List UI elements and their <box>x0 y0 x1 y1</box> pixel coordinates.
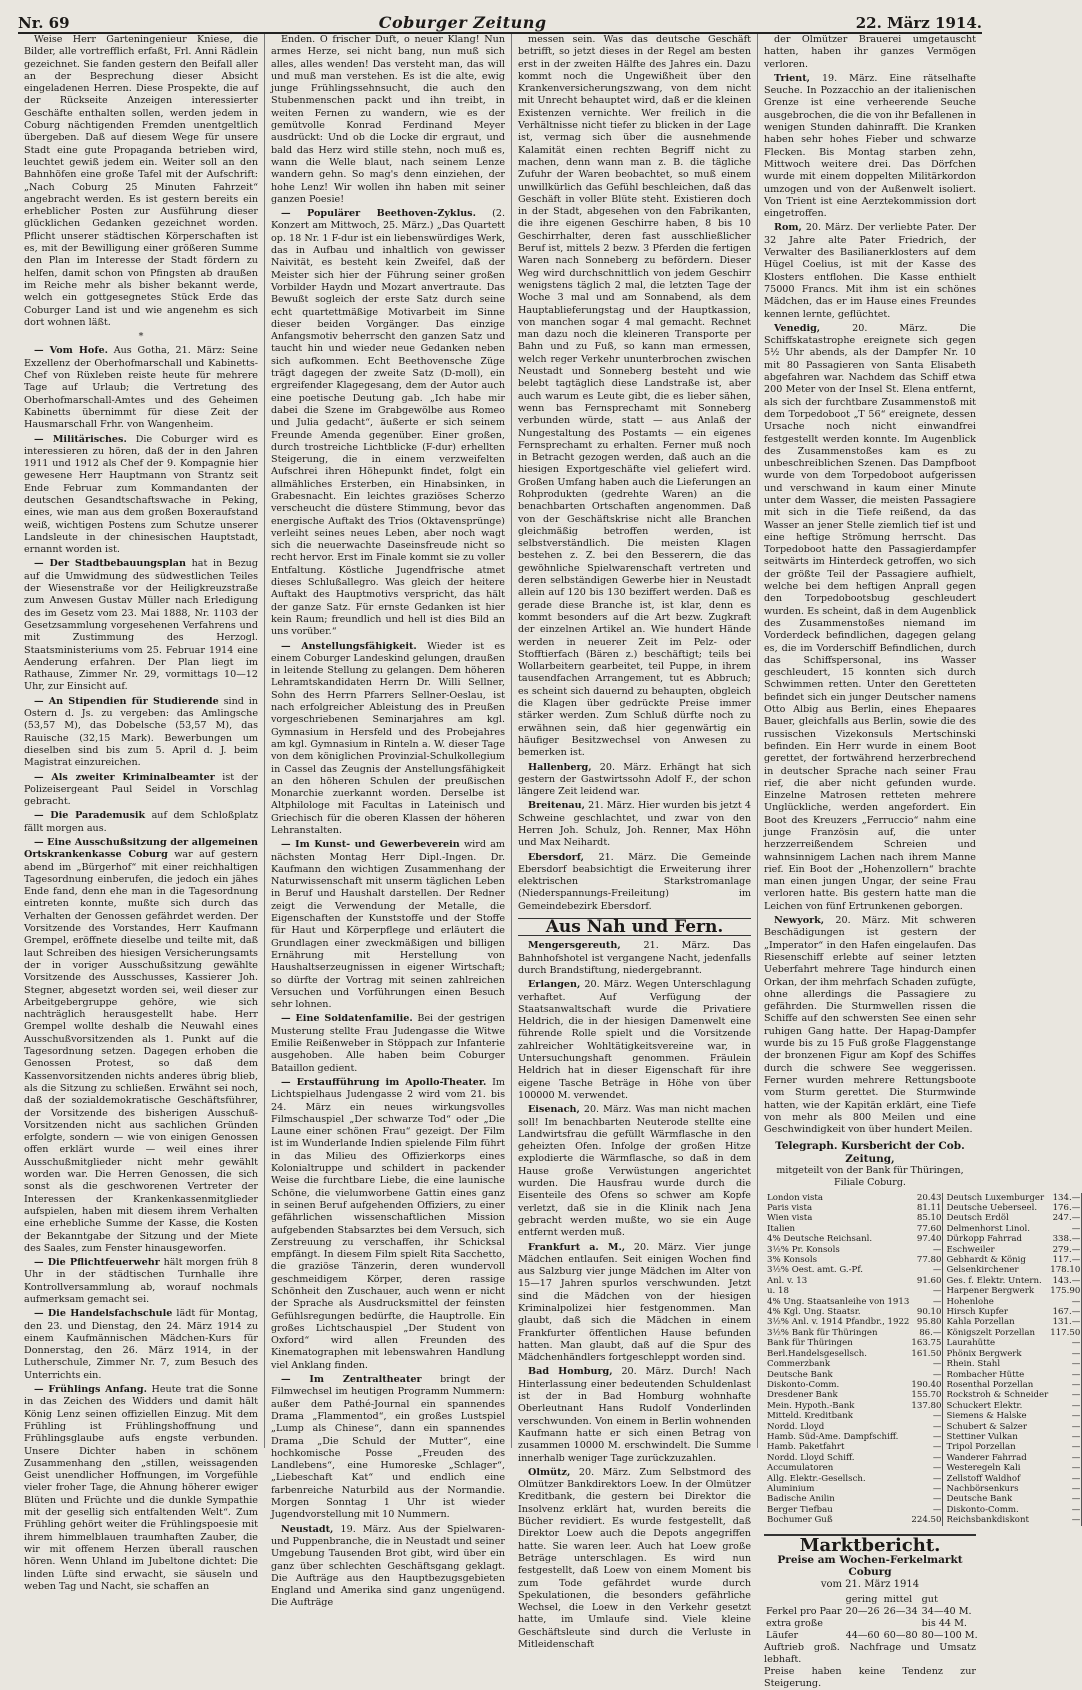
article-text: (2. Konzert am Mittwoch, 25. März.) „Das Quartett op. 18 Nr. 1 F-dur ist ein liebenswürdiges Werk, das in Aufbau und inhaltlich von gewisser Naivität, es besteht kein Zweifel, daß der Meister sich hier der Führung seiner großen Vorbilder Haydn und Mozart anvertraute. Das Bewußt sogleich der erste Satz durch seine echt quartettmäßige Motivarbeit im Sinne dieser beiden Vorgänger. Das einzige Anfangsmotiv beherrscht den ganzen Satz und taucht hin und wieder neue Gedanken neben sich aufkommen. Echt Beethovensche Züge trägt dagegen der zweite Satz (D-moll), ein ergreifender Klagegesang, dem der Autor auch eine poetische Deutung gab. „Ich habe mir dabei die Szene im Grabgewölbe aus Romeo und Julia gedacht“, äußerte er sich seinem Freunde Amenda gegenüber. Einer großen, durch trostreiche Lichtblicke (F-dur) erhellten Steigerung, die in einem verzweifelten Aufschrei ihren Höhepunkt findet, folgt ein allmähliches Ersterben, ein Hinabsinken, in Grabesnacht. Ein leichtes graziöses Scherzo verscheucht die düstere Stimmung, bevor das energische Auftakt des Trios (Oktavensprünge) verleiht seines neues Leben, aber noch wagt sich die neuerwachte Daseinsfreude nicht so recht hervor. Erst im Finale kommt sie zu voller Entfaltung. Köstliche Jugendfrische atmet dieses Schlußallegro. Was gleich der heitere Auftakt des Hauptmotivs verspricht, das hält der ganze Satz. Für ernste Gedanken ist hier kein Raum; freundlich und hell ist dies Bild an uns vorüber.“ <box>271 208 505 638</box>
article-text: der Olmützer Brauerei umgetauscht hatten, haben ihr ganzes Vermögen verloren. <box>764 34 976 70</box>
kurs-name: 4% Deutsche Reichsanl. <box>767 1234 873 1245</box>
article-text: lädt für Montag, den 23. und Dienstag, den 24. März 1914 zu einem Kaufmännischen Mädchen-Kurs für Donnerstag, den 26. März 1914, in der Lutherschule, Zimmer Nr. 7, zum Besuch des Unterrichts ein. <box>24 1308 258 1381</box>
kurs-value: 161.50 <box>911 1348 942 1359</box>
article <box>24 810 258 835</box>
kurs-name: Stettiner Vulkan <box>946 1431 1018 1442</box>
kurs-value: — <box>1049 1453 1082 1463</box>
column-3 <box>512 34 758 1650</box>
kurs-value: — <box>1049 1463 1082 1473</box>
article-text: 21. März. Das Bahnhofshotel ist vergangene Nacht, jedenfalls durch Brandstiftung, niedergebrannt. <box>518 940 751 976</box>
article <box>764 222 976 320</box>
kurs-row <box>764 1203 1082 1213</box>
kurs-value: — <box>910 1297 943 1307</box>
article-text: 20. März. Vier junge Mädchen entlaufen. Seit einigen Wochen find aus Salzburg vier junge Mädchen im Alter von 15—17 Jahren spurlos verschwunden. Jetzt sind die Mädchen von der hiesigen Kriminalpolizei hier festgenommen. Man glaubt, daß sich die Mädchen in einem Frankfurter öffentlichen Hause befunden hatten. Man glaubt, daß auf die Spur des Mädchenhändlers fortgeschleppt worden sind. <box>518 1241 751 1364</box>
marktbericht-title: Marktbericht. <box>764 1534 976 1552</box>
article-heading: Breitenau, <box>528 800 585 812</box>
kurs-row <box>764 1442 1082 1452</box>
price-cell <box>844 1618 882 1630</box>
price-row <box>764 1606 980 1618</box>
kurs-name: Accumulatoren <box>767 1463 834 1474</box>
column-4 <box>758 34 1081 1689</box>
kurs-name: Badische Anilin <box>767 1494 835 1505</box>
kurs-value: 117.50 <box>1050 1327 1081 1338</box>
kurs-value: 190.40 <box>911 1379 942 1390</box>
price-cell: 20—26 <box>845 1605 880 1617</box>
article <box>518 762 751 799</box>
column-1 <box>18 34 265 1592</box>
kurs-row <box>764 1255 1082 1265</box>
article-text: messen sein. Was das deutsche Geschäft betrifft, so jetzt dieses in der Regel am besten erst in der zweiten Hälfte des Jahres ein. Dazu kommt noch die Ungewißheit über den Krankenversicherungszwang, von dem nicht mit Unrecht behauptet wird, daß er die kleinen Existenzen vernichte. Wer freilich in die Verhältnisse nicht tiefer zu blicken in der Lage ist, vermag sich über die ausnehmende Kalamität einen rechten Begriff nicht zu machen, denn wann man z. B. die tägliche Zufuhr der Waren beobachtet, so muß einem unwillkürlich das Gefühl beschleichen, daß das Geschäft in voller Blüte steht. Existieren doch in der Stadt, abgesehen von den Fabrikanten, die ihre eigenen Geschirre haben, 8 bis 10 Geschirrhalter, deren fast ausschließlicher Beruf ist, mittels 2 bezw. 3 Pferden die fertigen Waren nach Sonneberg zu befördern. Dieser Weg wird durchschnittlich von jedem Geschirr wenigstens täglich 2 mal, die letzten Tage der Woche 3 mal und am Sonnabend, als dem Hauptablieferungstag und der Hauptkassion, von manchen sogar 4 mal gemacht. Rechnet man dazu noch die kleineren Transporte per Bahn und zu Fuß, so kann man ermessen, welch reger Verkehr ununterbrochen zwischen Neustadt und Sonneberg besteht und wie belebt tagtäglich diese Landstraße ist, aber auch warum es Leute gibt, die es lieber sähen, wenn bas Fernsprechamt mit Sonneberg verbunden würde, statt — aus Anlaß der Nungestaltung des Postamts — ein eigenes Fernsprechamt zu erhalten. Ferner muß noch in Betracht gezogen werden, daß auch an die hiesigen Exportgeschäfte viel geliefert wird. Großen Umfang haben auch die Lieferungen an Rohprodukten (gedrehte Waren) an die benachbarten Ortschaften angenommen. Daß von der Geschäftskrise nicht alle Branchen gleichmäßig betroffen werden, ist selbstverständlich. Die meisten Klagen bestehen z. Z. bei den Besserern, die das gewöhnliche Spielwarenschaft vertreten und deren selbständigen Gewerbe hier in Neustadt allein auf 120 bis 130 beziffert werden. Daß es gerade diese Branche ist, ist klar, denn es kommt besonders auf die Art bezw. Zugkraft der einzelnen Artikel an. Wie hundert Hände werden in neuerer Zeit im Pelz- oder Stofftierfach (Bären z.) beschäftigt; teils bei Wollarbeitern gearbeitet, teil Puppe, in ihrem tausendfachen Arrangement, tut es Abbruch; es scheint sich dauernd zu behaupten, obgleich die Klagen über gedrückte Preise immer stärker werden. Zum Schluß dürfte noch zu erwähnen sein, daß hier gegenwärtig ein häufiger Besitzwechsel von Anwesen zu bemerken ist. <box>518 34 751 759</box>
article-text: 20. März. Zum Selbstmord des Olmützer Bankdirektors Loew. In der Olmützer Kreditbank, die gestern bei Direktor die Insolvenz erklärt hat, wurden bereits die Bücher revidiert. Es wurde festgestellt, daß Direktor Loew auch die Depots angegriffen hatte. Sie waren leer. Auch hat Loew große Beträge unterschlagen. Es wird nun festgestellt, daß Loew von einem Moment bis zum Tode gefährdet wurde durch Spekulationen, die besonders gefährliche Wechsel, die Loew in den Verkehr gesetzt hatte, im Umlaufe sind. Viele kleine Geschäftsleute sind durch die Verluste in Mitleidenschaft <box>518 1466 751 1650</box>
kurs-row <box>764 1484 1082 1494</box>
kurs-name: Mitteld. Kreditbank <box>767 1411 853 1422</box>
kurs-row <box>764 1359 1082 1369</box>
kurs-row <box>764 1276 1082 1286</box>
kurs-name: Königszelt Porzellan <box>946 1327 1036 1338</box>
article-text: wird am nächsten Montag Herr Dipl.-Ingen. Dr. Kaufmann den wichtigen Zusammenhang der Naturwissenschaft mit unserm täglichen Leben in Beruf und Haushalt darstellen. Der Redner zeigt die Verwendung der Metalle, die Eigenschaften der Kunststoffe und der Stoffe für Haut und Körperpflege und erläutert die Grundlagen einer zweckmäßigen und billigen Ernährung mit Herstellung von Haushaltserzeugnissen in eigener Wirtschaft; so dürfte der Vortrag mit seinen zahlreichen Versuchen und Vorführungen einen Besuch sehr lohnen. <box>271 839 505 1011</box>
article-heading: Olmütz, <box>528 1466 571 1478</box>
kurs-name: Hamb. Süd-Ame. Dampfschiff. <box>767 1431 899 1442</box>
kurs-value: — <box>910 1422 943 1432</box>
kurs-value: — <box>910 1453 943 1463</box>
kurs-value: 137.80 <box>911 1400 942 1411</box>
kurs-row <box>764 1245 1082 1255</box>
kurs-row <box>764 1505 1082 1515</box>
kurs-value: — <box>1049 1338 1082 1348</box>
article-text: ist der Polizeisergeant Paul Seidel in Vorschlag gebracht. <box>24 771 258 808</box>
price-cell: 44—60 <box>845 1629 880 1641</box>
kurs-name: Schubert & Salzer <box>946 1421 1027 1432</box>
kursbericht-branch: Filiale Coburg. <box>834 1177 906 1189</box>
kurs-value: 95.80 <box>910 1317 943 1327</box>
kurs-name: 3½% Bank für Thüringen <box>767 1327 878 1338</box>
price-cell: 80—100 M. <box>921 1629 978 1641</box>
kurs-row <box>764 1390 1082 1400</box>
article-text: hält morgen früh 8 Uhr in der städtischen Turnhalle ihre Kontrollversammlung ab, worauf nochmals aufmerksam gemacht sei. <box>24 1257 258 1305</box>
article-text: 19. März. Aus der Spielwaren- und Puppenbranche, die in Neustadt und seiner Umgebung Tausenden Brot gibt, wird über ein ganz über schlechten Geschäftsgang geklagt. Die Aufträge aus den Hauptbezugsgebieten England und Amerika sind ganz ungenügend. Die Aufträge <box>271 1523 505 1609</box>
kurs-name: Nordd. Lloyd <box>767 1421 825 1432</box>
kurs-row <box>764 1432 1082 1442</box>
kurs-value: — <box>910 1432 943 1442</box>
kurs-value: 90.10 <box>910 1307 943 1317</box>
kurs-value: 338.— <box>1049 1234 1082 1244</box>
article-heading: — Im Kunst- und Gewerbeverein <box>281 839 460 851</box>
kurs-row <box>764 1401 1082 1411</box>
article-text: 20. März. Wegen Unterschlagung verhaftet. Auf Verfügung der Staatsanwaltschaft wurde die Privatiere Heldrich, die in der hiesigen Damenwelt eine führende Rolle spielt und die Vorsitzende zahlreicher Wohltätigkeitsvereine war, in Untersuchungshaft genommen. Fräulein Heldrich hat in dieser Eigenschaft für ihre eigene Tasche Beträge in Höhe von über 100000 M. verwendet. <box>518 979 751 1101</box>
price-table-body <box>764 1606 980 1642</box>
article-text: Die Coburger wird es interessieren zu hören, daß der in den Jahren 1911 und 1912 als Chef der 9. Kompagnie hier gewesene Herr Hauptmann von Strantz seit Ende Februar zum Kommandanten der deutschen Gesandtschaftswache in Peking, eines, wie man aus dem großen Boxeraufstand weiß, wichtigen Postens zum Schutze unserer Landsleute in der chinesischen Hauptstadt, ernannt worden ist. <box>24 433 258 556</box>
article-heading: Eisenach, <box>528 1104 580 1116</box>
article <box>518 1242 751 1365</box>
article-text: Wieder ist es einem Coburger Landeskind gelungen, draußen in leitende Stellung zu gelangen. Dem höheren Lehramtskandidaten Herrn Dr. Willi Sellner, Sohn des Herrn Pfarrers Sellner-Oeslau, ist nach erfolgreicher Ableistung des in Preußen vorgeschriebenen Seminarjahres am kgl. Gymnasium in Hersfeld und des Probejahres am kgl. Gymnasium in Rinteln a. W. dieser Tage von dem königlichen Provinzial-Schulkollegium in Cassel das Zeugnis der Anstellungsfähigkeit an den höheren Schulen der preußischen Monarchie zuerkannt worden. Derselbe ist Altphilologe mit Facultas in Lateinisch und Griechisch für die oberen Klassen der höheren Lehranstalten. <box>271 640 505 836</box>
price-header-cell: mittel <box>883 1593 913 1605</box>
article-heading: Venedig, <box>774 322 821 334</box>
kurs-value: 247.— <box>1049 1213 1082 1223</box>
kurs-value: 20.43 <box>910 1193 943 1203</box>
kurs-name: Rockstroh & Schneider <box>946 1390 1049 1401</box>
article-text: 20. März. Der verliebte Pater. Der 32 Jahre alte Pater Friedrich, der Verwalter des Basilianerklosters auf dem Hügel Coelius, ist mit der Kasse des Klosters entflohen. Die Kasse enthielt 75000 Francs. Mit ihm ist ein schönes Mädchen, das er im Hause eines Freundes kennen lernte, geflüchtet. <box>764 222 976 320</box>
article <box>24 345 258 431</box>
kurs-name: Nordd. Lloyd Schiff. <box>767 1452 855 1463</box>
kurs-value: — <box>1049 1390 1082 1400</box>
article-heading: Trient, <box>774 72 810 84</box>
kurs-value: — <box>910 1265 943 1275</box>
kurs-value: 91.60 <box>910 1276 943 1286</box>
price-cell: 60—80 <box>883 1629 918 1641</box>
kurs-name: Reichsbankdiskont <box>946 1515 1029 1526</box>
kurs-row <box>764 1515 1082 1525</box>
article-heading: Ebersdorf, <box>528 851 584 863</box>
kurs-table <box>764 1193 1082 1526</box>
kurs-name: Deutsch Erdöl <box>946 1213 1009 1224</box>
article <box>764 323 976 913</box>
price-row <box>764 1630 980 1642</box>
article <box>24 434 258 557</box>
price-label: extra große <box>766 1617 823 1629</box>
kurs-value: 163.75 <box>911 1338 942 1349</box>
article <box>518 1366 751 1464</box>
article <box>518 852 751 913</box>
kurs-name: 3% Konsols <box>767 1255 818 1266</box>
kurs-row <box>764 1370 1082 1380</box>
article-text: 20. März. Was man nicht machen soll! Im benachbarten Neuterode stellte eine Landwirtsfrau die gefüllt Wärmflasche in den geheizten Ofen. Infolge der großen Hitze explodierte die Wärmflasche, so daß in dem Hause große Verwüstungen angerichtet wurden. Die Hausfrau wurde durch die Eisenteile des Ofens so schwer am Kopfe verletzt, daß sie in die Klinik nach Jena gebracht werden mußte, wo sie ein Auge entfernt werden muß. <box>518 1104 751 1239</box>
kurs-value: 81.11 <box>910 1203 943 1213</box>
kurs-name: Aluminium <box>767 1483 815 1494</box>
article-heading: Frankfurt a. M., <box>528 1241 626 1253</box>
article-heading: — Der Stadtbebauungsplan <box>34 558 186 570</box>
kurs-value: — <box>1049 1494 1082 1504</box>
article-text: hat in Bezug auf die Umwidmung des südwestlichen Teiles der Wiesenstraße vor der Heiligkreuzstraße zum Anwesen Gustav Müller nach Erledigung des im Gesetz vom 23. Mai 1888, Nr. 1103 der Gesetzsammlung vorgesehenen Verfahrens und mit Zustimmung des Herzogl. Staatsministeriums vom 25. Februar 1914 eine Aenderung erfahren. Der Plan liegt im Rathause, Zimmer Nr. 29, vormittags 10—12 Uhr, zur Einsicht auf. <box>24 558 258 693</box>
newspaper-title: Coburger Zeitung <box>378 13 547 32</box>
kurs-name: 4% Kgl. Ung. Staatsr. <box>767 1307 861 1318</box>
article <box>518 979 751 1102</box>
kurs-name: Siemens & Halske <box>946 1411 1027 1422</box>
kurs-value: 178.10 <box>1050 1265 1081 1276</box>
kurs-value: — <box>910 1484 943 1494</box>
article <box>271 839 505 1011</box>
kurs-value: — <box>1049 1224 1082 1234</box>
kurs-row <box>764 1234 1082 1244</box>
article-heading: — Erstaufführung im Apollo-Theater. <box>281 1076 487 1088</box>
article-text: Bei der gestrigen Musterung stellte Frau Judengasse die Witwe Emilie Reißenweber in Stöppach zur Infanterie ausgehoben. Alle haben beim Coburger Bataillon gedient. <box>271 1013 505 1074</box>
kurs-name: Deutsche Bank <box>946 1494 1013 1505</box>
article-heading: — Im Zentraltheater <box>281 1374 422 1386</box>
kurs-row <box>764 1422 1082 1432</box>
kurs-name: Hirsch Kupfer <box>946 1307 1008 1318</box>
article-heading: Rom, <box>774 222 802 234</box>
kurs-value: 224.50 <box>911 1515 942 1526</box>
kurs-name: Dresdener Bank <box>767 1390 838 1401</box>
article-heading: Mengersgereuth, <box>528 940 621 952</box>
kurs-row <box>764 1224 1082 1234</box>
market-note: Auftrieb groß. Nachfrage und Umsatz lebhaft. <box>764 1641 976 1665</box>
marktbericht-subtitle: Preise am Wochen-Ferkelmarkt Coburg <box>777 1553 963 1579</box>
kurs-value: — <box>1049 1442 1082 1452</box>
article-text: Weise Herr Garteningenieur Kniese, die Bilder, alle vortrefflich erfaßt, Frl. Anni Rädlein gezeichnet. Sie fanden gestern den Beifall aller an der Besprechung dieser Absicht eingeladenen Herren. Diese Prospekte, die auf der Rückseite Anzeigen interessierter Geschäfte enthalten sollen, werden jedem in Coburg nächtigenden Fremden unentgeltlich übergeben. Daß auf diesem Wege für unsere Stadt eine gute Propaganda betrieben wird, leuchtet gewiß jedem ein. Weiter soll an den Bahnhöfen eine große Tafel mit der Aufschrift: „Nach Coburg 25 Minuten Fahrzeit“ angebracht werden. Es ist gestern bereits ein erheblicher Posten zur Ausführung dieser glücklichen Gedanken gezeichnet worden. Pflicht unserer städtischen Körperschaften ist es, mit der Bewilligung einer größeren Summe den Plan im Interesse der Stadt fördern zu helfen, damit schon von Pfingsten ab draußen im Reiche mehr als bisher bekannt werde, welch ein gottgesegnetes Stück Erde das Coburger Land ist und wie angenehm es sich dort wohnen läßt. <box>24 34 258 328</box>
kurs-row <box>764 1307 1082 1317</box>
price-cell: 26—34 <box>883 1605 918 1617</box>
kurs-name: Paris vista <box>767 1203 813 1214</box>
kurs-name: Zellstoff Waldhof <box>946 1473 1021 1484</box>
kurs-value: 77.80 <box>910 1255 943 1265</box>
kurs-row <box>764 1411 1082 1421</box>
price-row <box>764 1618 980 1630</box>
kurs-value: 155.70 <box>911 1390 942 1401</box>
kurs-name: Berl.Handelsgesellsch. <box>767 1348 867 1359</box>
article <box>518 1467 751 1651</box>
price-header-cell: gut <box>921 1593 938 1605</box>
article-heading: Bad Homburg, <box>528 1366 613 1378</box>
kurs-name: Westeregeln Kali <box>946 1463 1021 1474</box>
article-text: Heute trat die Sonne in das Zeichen des Widders und damit hält König Lenz seinen offiziellen Einzug. Mit dem Frühling ist Frühlingshoffnung und Frühlingsglaube aufs engste verbunden. Unsere Dichter haben in schönem Zusammenhang den „stillen, weissagenden Geist unendlicher Hoffnungen, im Vorgefühle vieler froher Tage, die Ahnung höherer ewiger Blüten und Früchte und die dunkle Sympathie mit der gesellig sich entfaltenden Welt“. Zum Frühling gehört weiter die Frühlingspoesie mit ihrem himmelblauen traumhaften Zauber, die wir mit offenem Herzen überall rauschen hören. Wenn Uhland im Jubeltone dichtet: Die linden Lüfte sind erwacht, sie säuseln und weben Tag und Nacht, sie schaffen an <box>24 1384 258 1592</box>
article <box>24 1384 258 1593</box>
article-heading: Erlangen, <box>528 979 581 991</box>
kurs-value: — <box>1049 1474 1082 1484</box>
price-label: Läufer <box>766 1629 799 1641</box>
kurs-row <box>764 1213 1082 1223</box>
article-heading: — Anstellungsfähigkeit. <box>281 640 417 652</box>
kurs-row <box>764 1474 1082 1484</box>
article-heading: Newyork, <box>774 915 825 927</box>
kurs-name: Rosenthal Porzellan <box>946 1379 1034 1390</box>
kurs-name: Hohenlohe <box>946 1296 994 1307</box>
article-text: 21. März. Hier wurden bis jetzt 4 Schweine geschlachtet, und zwar von den Herren Joh. Schulz, Joh. Renner, Max Höhn und Max Neihardt. <box>518 800 751 849</box>
kurs-name: Deutsche Bank <box>767 1369 833 1380</box>
article <box>271 1524 505 1610</box>
kurs-value: — <box>1049 1370 1082 1380</box>
kurs-row <box>764 1317 1082 1327</box>
kurs-value: — <box>910 1442 943 1452</box>
article <box>271 208 505 638</box>
article-text: sind in Ostern d. Js. zu vergeben: das Amlingsche (53,57 M), das Dobelsche (53,57 M), das Rauische (32,15 Mark). Bewerbungen um dieselben sind bis zum 5. April d. J. beim Magistrat einzureichen. <box>24 695 258 769</box>
kurs-value: 176.— <box>1049 1203 1082 1213</box>
article-heading: — Frühlings Anfang. <box>34 1384 147 1396</box>
article <box>271 641 505 838</box>
kurs-name: Wien vista <box>767 1213 813 1224</box>
kurs-value: — <box>910 1494 943 1504</box>
issue-date: 22. März 1914. <box>855 14 982 32</box>
article-text: bringt der Filmwechsel im heutigen Programm Nummern: außer dem Pathé-Journal ein spannendes Drama „Flammentod“, ein großes Lustspiel „Lump als Chinese“, dann ein spannendes Drama „Die Schuld der Mutter“, eine hochkomische Posse „Freuden des Landlebens“, eine Humoreske „Schlager“, „Liebeschaft Kat“ und endlich eine farbenreiche Naturbild aus der Normandie. Morgen Sonntag 1 Uhr ist wieder Jugendvorstellung mit 10 Nummern. <box>271 1374 505 1521</box>
kurs-row <box>764 1328 1082 1338</box>
article-text: 21. März. Die Gemeinde Ebersdorf beabsichtigt die Erweiterung ihrer elektrischen Starkstromanlage (Niederspannungs-Freileitung) im Gemeindebezirk Ebersdorf. <box>518 851 751 912</box>
article-heading: — Militärisches. <box>34 433 127 445</box>
kurs-name: Mein. Hypoth.-Bank <box>767 1400 855 1411</box>
kurs-name: Diskonto-Comm. <box>767 1379 840 1390</box>
kurs-value: — <box>1049 1505 1082 1515</box>
article-text: 20. März. Durch! Nach Hinterlassung einer bedeutenden Schuldenlast ist der in Bad Homburg wohnhafte Oberleutnant Hans Rudolf Vonderlinden verschwunden. Von einem in Berlin wohnenden Kaufmann hatte er sich einen Betrag von zusammen 10000 M. erschwindelt. Die Summe innerhalb weniger Tage zurückzuzahlen. <box>518 1366 751 1464</box>
kurs-name: Harpener Bergwerk <box>946 1286 1035 1297</box>
kurs-value: 279.— <box>1049 1245 1082 1255</box>
kurs-value: — <box>910 1245 943 1255</box>
kurs-value: — <box>1049 1515 1082 1525</box>
kurs-name: 4% Ung. Staatsanleihe von 1913 <box>767 1296 910 1307</box>
kurs-value: — <box>1049 1401 1082 1411</box>
kurs-name: Rombacher Hütte <box>946 1369 1025 1380</box>
kurs-value: 86.— <box>910 1328 943 1338</box>
kurs-name: 3½% Anl. v. 1914 Pfandbr., 1922 <box>767 1317 910 1328</box>
kurs-value: 97.40 <box>910 1234 943 1244</box>
kurs-name: Allg. Elektr.-Gesellsch. <box>767 1473 866 1484</box>
separator-star: * <box>138 331 144 343</box>
article <box>24 696 258 770</box>
kurs-row <box>764 1494 1082 1504</box>
price-table <box>764 1594 980 1642</box>
price-header-cell: gering <box>845 1593 878 1605</box>
article-text: 20. März. Mit schweren Beschädigungen ist gestern der „Imperator“ in den Hafen eingelaufen. Das Riesenschiff erlebte auf seiner letzten Ueberfahrt mehrere Tage hindurch einen Orkan, der ihm mehrfach Schaden zufügte, ohne allerdings die Passagiere zu gefährden. Die Sturmwellen rissen die Schiffe auf den schwersten See einen sehr ruhigen Gang hatte. Der Hapag-Dampfer wurde bis zu 15 Fuß große Flaggenstange der bronzenen Figur am Kopf des Schiffes durch die schwere See weggerissen. Ferner wurden mehrere Rettungsboote vom Sturm gerettet. Die Sturmwinde hatten, wie der Kapitän erklärt, eine Tiefe von mehr als 800 Meilen und eine Geschwindigkeit von über hundert Meilen. <box>764 915 976 1136</box>
price-header-label <box>764 1594 844 1606</box>
kurs-name: 3½% Pr. Konsols <box>767 1244 840 1255</box>
kurs-name: 3½% Oest. amt. G.-Pf. <box>767 1265 863 1276</box>
price-header-row <box>764 1594 980 1606</box>
article-heading: — Die Handelsfachschule <box>34 1308 173 1320</box>
masthead <box>18 6 982 34</box>
kurs-value: 85.10 <box>910 1213 943 1223</box>
kurs-name: Gelsenkirchener <box>946 1265 1019 1276</box>
article-text: war auf gestern abend im „Bürgerhof“ mit einer reichhaltigen Tagesordnung einberufen, die jedoch ein jähes Ende fand, denn ehe man in die Tagesordnung eintreten konnte, mußte sich durch das Verhalten der Genossen gefährdet werden. Der Vorsitzende des Vorstandes, Herr Kaufmann Grempel, eröffnete dieselbe und teilte mit, daß laut Schreiben des hiesigen Versicherungsamts der in voriger Ausschußsitzung gewählte Vorsitzende des Ausschusses, Kassierer Joh. Stegner, abgesetzt worden sei, weil dieser zur Arbeitgebergruppe gehöre, wie sich nachträglich herausgestellt habe. Herr Grempel wollte deshalb die Neuwahl eines Ausschußvorsitzenden als 1. Punkt auf die Tagesordnung setzen. Dagegen erhoben die Genossen Protest, so daß dem Kassenvorsitzenden nichts anderes übrig blieb, als die Sitzung zu schließen. Erwähnt sei noch, daß der sozialdemokratische Geschäftsführer, der Vorsitzende des bisherigen Ausschuß-Vorsitzenden nicht aus sachlichen Gründen erfolgte, sondern — wie von einigen Genossen offen erklärt wurde — weil eines ihrer Ausschußmitglieder nicht mehr gewählt worden war. Die Herren Genossen, die sich sonst als die geschworenen Vertreter der Interessen der Krankenkassenmitglieder aufspielen, haben mit diesem ihrem Verhalten eine erhebliche Summe der Kasse, die Kosten der Bekanntgabe der Sitzung und der Miete des Saales, zum Fenster hinausgeworfen. <box>24 849 258 1254</box>
price-cell: bis 44 M. <box>921 1617 967 1629</box>
article-text: Enden. O frischer Duft, o neuer Klang! Nun armes Herze, sei nicht bang, nun muß sich alles, alles wenden! Das versteht man, das will und muß man verstehen. Es ist die alte, ewig junge Frühlingssehnsucht, die auch den Stubenmenschen packt und ihn treibt, in weiten Fernen zu wandern, wie es der gemütvolle Konrad Ferdinand Meyer ausdrückt: Und ob die Locke dir ergraut, und bald das Herz wird stille stehn, noch muß es, wann die Welle blaut, nach seinem Lenze wandern gehn. So mag's denn einziehen, der hohe Lenz! Wir wollen ihn haben mit seiner ganzen Poesie! <box>271 34 505 205</box>
kurs-value: 77.60 <box>910 1224 943 1234</box>
article-heading: — Vom Hofe. <box>34 345 108 357</box>
kurs-name: Anl. v. 13 <box>767 1275 808 1286</box>
kurs-value: — <box>910 1463 943 1473</box>
kurs-value: — <box>1049 1411 1082 1421</box>
article-text: 20. März. Die Schiffskatastrophe ereignete sich gegen 5½ Uhr abends, als der Dampfer Nr. 10 mit 80 Passagieren von Santa Elisabeth abgefahren war. Nachdem das Schiff etwa 200 Meter von der Insel St. Elena entfernt, als sich der furchtbare Zusammenstoß mit dem Torpedoboot „T 56“ ereignete, dessen Ursache noch nicht einwandfrei festgestellt werden konnte. Im Augenblick des Zusammenstoßes kam es zu unbeschreiblichen Szenen. Das Dampfboot wurde von dem Torpedoboot aufgerissen und verschwand in kaum einer Minute unter dem Wasser, die meisten Passagiere mit sich in die Tiefe reißend, da das Wasser an jener Stelle ziemlich tief ist und eine heftige Strömung herrscht. Das Torpedoboot hatte den Passagierdampfer seitwärts im Hinterdeck getroffen, wo sich der größte Teil der Passagiere aufhielt, welche bei dem heftigen Anprall gegen den Torpedobootsbug geschleudert wurden. Es scheint, daß in dem Augenblick des Zusammenstoßes niemand im Vorderdeck befindlichen, dagegen gelang es, die im Vorderschiff Befindlichen, durch das Schiffspersonal, ins Wasser geschleudert, 15 konnten sich durch Schwimmen retten. Unter den Geretteten befindet sich ein junger Deutscher namens Otto Albig aus Berlin, eines Ehepaares Bauer, gleichfalls aus Berlin, sowie die des russischen Vizekonsuls Mertschinski befinden. Ein Herr wurde in einem Boot gerettet, der fortwährend herzerbrechend in deutscher Sprache nach seiner Frau rief, die aber nicht gefunden wurde. Einzelne Matrosen retteten mehrere Unglückliche, werden angefordert. Ein Boot des Kreuzers „Ferruccio“ nahm eine junge Französin auf, die unter herzzerreißendem Schreien und wahnsinnigem Lachen nach ihrem Manne rief. Ein Boot der „Hohenzollern“ brachte man einen jungen Ungar, der seine Frau verloren hatte. Bis gestern hatte man die Leichen von fünf Ertrunkenen geborgen. <box>764 322 976 912</box>
kurs-value: — <box>1049 1432 1082 1442</box>
kurs-row <box>764 1349 1082 1359</box>
kurs-name: Wanderer Fahrrad <box>946 1452 1027 1463</box>
article <box>271 1374 505 1522</box>
kurs-row <box>764 1297 1082 1307</box>
kurs-value: — <box>1049 1380 1082 1390</box>
kurs-name: Commerzbank <box>767 1359 831 1370</box>
article-text: 19. März. Eine rätselhafte Seuche. In Pozzacchio an der italienischen Grenze ist eine verheerende Seuche ausgebrochen, die die von ihr Befallenen in wenigen Stunden dahinrafft. Die Kranken haben sehr hohes Fieber und schwarze Flecken. Bis Montag starben zehn, Mittwoch weitere drei. Das Dörfchen wurde mit einem doppelten Militärkordon umzogen und von der Außenwelt isoliert. Von Trient ist eine Aerztekommission dort eingetroffen. <box>764 72 976 220</box>
kurs-name: Gebhardt & König <box>946 1255 1026 1266</box>
article <box>518 940 751 977</box>
issue-number: Nr. 69 <box>18 14 70 32</box>
kurs-name: Delmenhorst Linol. <box>946 1223 1031 1234</box>
kurs-row <box>764 1286 1082 1296</box>
column-2 <box>265 34 512 1609</box>
kurs-value: — <box>1049 1422 1082 1432</box>
price-cell: 34—40 M. <box>921 1605 972 1617</box>
article <box>764 73 976 221</box>
article-heading: Hallenberg, <box>528 761 592 773</box>
kurs-name: Dürkopp Fahrrad <box>946 1234 1023 1245</box>
kurs-row <box>764 1265 1082 1275</box>
kurs-value: — <box>1049 1484 1082 1494</box>
article <box>24 837 258 1255</box>
kurs-name: Italien <box>767 1223 796 1234</box>
kurs-value: 117.— <box>1049 1255 1082 1265</box>
article <box>24 558 258 693</box>
kurs-name: u. 18 <box>767 1286 789 1297</box>
kurs-table-body <box>764 1193 1082 1526</box>
kurs-value: 131.— <box>1049 1317 1082 1327</box>
kurs-name: Diskonto-Comm. <box>946 1504 1019 1515</box>
kurs-value: — <box>910 1411 943 1421</box>
kurs-name: Eschweiler <box>946 1244 995 1255</box>
article-heading: — An Stipendien für Studierende <box>34 695 219 707</box>
kurs-value: — <box>910 1286 943 1296</box>
kurs-row <box>764 1380 1082 1390</box>
kursbericht-subtitle: mitgeteilt von der Bank für Thüringen, <box>776 1165 964 1177</box>
price-label: Ferkel pro Paar <box>766 1605 842 1617</box>
kurs-name: Phönix Bergwerk <box>946 1348 1022 1359</box>
article <box>764 915 976 1136</box>
article-heading: — Als zweiter Kriminalbeamter <box>34 771 215 783</box>
article <box>271 1077 505 1372</box>
kurs-name: Hamb. Paketfahrt <box>767 1442 845 1453</box>
kurs-value: — <box>1049 1349 1082 1359</box>
kurs-name: Kahla Porzellan <box>946 1317 1015 1328</box>
kurs-name: Tripol Porzellan <box>946 1442 1016 1453</box>
price-cell <box>882 1618 920 1630</box>
article-text: Im Lichtspielhaus Judengasse 2 wird vom 21. bis 24. März ein neues wirkungsvolles Filmschauspiel „Der schwarze Tod“ oder „Die Laune einer schönen Frau“ gezeigt. Der Film ist im Wunderlande Indien spielende Film führt in das Milieu des Offizierkorps eines Kolonialtruppe und schildert in packender Weise die furchtbare Liebe, die eine launische Schöne, die vielumworbene Gattin eines ganz in seinen Beruf aufgehenden Offiziers, zu einer gefährlichen wissenschaftlichen Mission aufgebenden Stabsarztes bei dem Versuch, sich Zerstreuung zu verschaffen, ihr Schicksal empfängt. In diesem Film spielt Rita Sacchetto, die graziöse Tänzerin, deren wundervoll geschmeidigem Körper, deren rassige Schönheit den Zuschauer, auch wenn er nicht der Sprache als Ausdrucksmittel der feinsten Gefühlsregungen bedürfte, die Hauptrolle. Ein großes Lichtschauspiel „Der Student von Oxford“ wird allen Freunden des Kinematographen mit lebenswahren Handlung viel Anklang finden. <box>271 1076 505 1371</box>
kurs-name: Nachbörsenkurs <box>946 1483 1019 1494</box>
kurs-name: Schuckert Elektr. <box>946 1400 1023 1411</box>
kurs-name: Berger Tiefbau <box>767 1504 833 1515</box>
kurs-value: 175.90 <box>1050 1286 1081 1297</box>
article <box>518 800 751 849</box>
article-heading: — Eine Ausschußsitzung der allgemeinen Ortskrankenkasse Coburg <box>24 837 258 861</box>
market-note: Preise haben keine Tendenz zur Steigerung. <box>764 1665 976 1689</box>
kurs-row <box>764 1463 1082 1473</box>
kurs-value: — <box>910 1474 943 1484</box>
article <box>271 1013 505 1074</box>
kurs-value: — <box>910 1370 943 1380</box>
article-heading: — Die Parademusik <box>34 810 146 822</box>
article-text: Aus Gotha, 21. März: Seine Exzellenz der Oberhofmarschall und Kabinetts-Chef von Rüxleben reiste heute für mehrere Tage auf Urlaub; die Vertretung des Oberhofmarschall-Amtes und des Geheimen Kabinetts übernimmt für diese Zeit der Hausmarschall Frhr. von Wangenheim. <box>24 345 258 431</box>
kurs-value: — <box>910 1359 943 1369</box>
kurs-row <box>764 1338 1082 1348</box>
kurs-name: Bochumer Guß <box>767 1515 833 1526</box>
marktbericht-date: vom 21. März 1914 <box>820 1578 920 1590</box>
kurs-name: London vista <box>767 1192 823 1203</box>
article-text: 20. März. Erhängt hat sich gestern der Gastwirtssohn Adolf F., der schon längere Zeit leidend war. <box>518 761 751 798</box>
kurs-value: 167.— <box>1049 1307 1082 1317</box>
article <box>24 1308 258 1382</box>
kurs-name: Deutsche Ueberseel. <box>946 1203 1038 1214</box>
kurs-value: — <box>1049 1359 1082 1369</box>
kurs-value: — <box>1049 1297 1082 1307</box>
kurs-value: 143.— <box>1049 1276 1082 1286</box>
article-heading: Neustadt, <box>281 1523 334 1535</box>
kurs-row <box>764 1193 1082 1203</box>
article-text: auf dem Schloßplatz fällt morgen aus. <box>24 810 258 834</box>
kurs-value: — <box>910 1505 943 1515</box>
article <box>24 1257 258 1306</box>
article-heading: — Die Pflichtfeuerwehr <box>34 1257 160 1269</box>
kurs-name: Ges. f. Elektr. Untern. <box>946 1275 1042 1286</box>
kurs-name: Rhein. Stahl <box>946 1359 1001 1370</box>
kurs-name: Bank für Thüringen <box>767 1338 853 1349</box>
kurs-value: 134.— <box>1049 1193 1082 1203</box>
section-title: Aus Nah und Fern. <box>518 918 751 936</box>
article <box>24 772 258 809</box>
kurs-row <box>764 1453 1082 1463</box>
article-heading: — Eine Soldatenfamilie. <box>281 1013 413 1025</box>
article-heading: — Populärer Beethoven-Zyklus. <box>281 208 476 220</box>
columns <box>18 34 1081 1689</box>
kurs-name: Deutsch Luxemburger <box>946 1192 1045 1203</box>
kurs-name: Laurahütte <box>946 1338 996 1349</box>
article <box>518 1104 751 1239</box>
kursbericht-title: Telegraph. Kursbericht der Cob. Zeitung, <box>775 1140 965 1165</box>
